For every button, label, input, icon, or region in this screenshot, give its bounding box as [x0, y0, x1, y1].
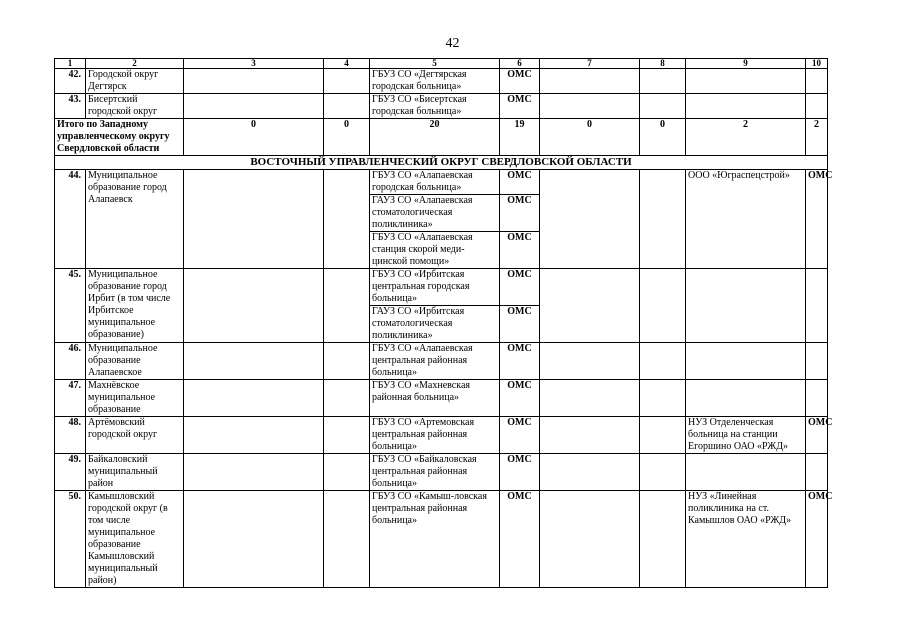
municipality-cell: Артёмовский городской округ: [86, 417, 184, 454]
header-cell: 9: [686, 59, 806, 69]
private-org-cell: НУЗ Отделенческая больница на станции Егоршино ОАО «РЖД»: [686, 417, 806, 454]
organization-cell: ГАУЗ СО «Алапаевская стоматологическая поликлиника»: [370, 195, 500, 232]
region-title: ВОСТОЧНЫЙ УПРАВЛЕНЧЕСКИЙ ОКРУГ СВЕРДЛОВСКОЙ ОБЛАСТИ: [55, 156, 828, 170]
total-value: 0: [324, 119, 370, 156]
hospital-table: [54, 58, 833, 588]
header-row: [55, 59, 828, 69]
type-cell: ОМС: [500, 343, 540, 380]
row-number: 48.: [55, 417, 86, 454]
municipality-cell: Махнёвское муниципальное образование: [86, 380, 184, 417]
table-row: [55, 380, 828, 417]
total-value: 0: [640, 119, 686, 156]
organization-cell: ГБУЗ СО «Артемовская центральная районная больница»: [370, 417, 500, 454]
organization-cell: ГБУЗ СО «Ирбитская центральная городская больница»: [370, 269, 500, 306]
table-row: [55, 417, 828, 454]
table-row: [55, 94, 828, 119]
total-row: [55, 119, 828, 156]
type-cell: ОМС: [500, 417, 540, 454]
row-number: 44.: [55, 170, 86, 269]
organization-cell: ГБУЗ СО «Алапаевская центральная районная больница»: [370, 343, 500, 380]
organization-cell: ГБУЗ СО «Байкаловская центральная районная больница»: [370, 454, 500, 491]
header-cell: 4: [324, 59, 370, 69]
total-value: 20: [370, 119, 500, 156]
municipality-cell: Муниципальное образование город Ирбит (в том числе Ирбитское муниципальное образование): [86, 269, 184, 343]
table-row: [55, 269, 828, 306]
header-cell: 5: [370, 59, 500, 69]
organization-cell: ГБУЗ СО «Бисертская городская больница»: [370, 94, 500, 119]
total-value: 2: [686, 119, 806, 156]
total-value: 0: [540, 119, 640, 156]
total-value: 0: [184, 119, 324, 156]
row-number: 49.: [55, 454, 86, 491]
header-cell: 3: [184, 59, 324, 69]
table-row: [55, 491, 828, 588]
row-number: 50.: [55, 491, 86, 588]
header-cell: 7: [540, 59, 640, 69]
region-row: [55, 156, 828, 170]
row-number: 43.: [55, 94, 86, 119]
municipality-cell: Муниципальное образование город Алапаевск: [86, 170, 184, 269]
header-cell: 2: [86, 59, 184, 69]
organization-cell: ГБУЗ СО «Алапаевская станция скорой меди-цинской помощи»: [370, 232, 500, 269]
header-cell: 8: [640, 59, 686, 69]
total-value: 19: [500, 119, 540, 156]
page-number: 42: [445, 36, 460, 51]
type-cell: ОМС: [500, 170, 540, 195]
row-number: 47.: [55, 380, 86, 417]
private-type-cell: ОМС: [806, 491, 828, 588]
organization-cell: ГБУЗ СО «Алапаевская городская больница»: [370, 170, 500, 195]
type-cell: ОМС: [500, 94, 540, 119]
organization-cell: ГБУЗ СО «Камыш-ловская центральная районная больница»: [370, 491, 500, 588]
municipality-cell: Муниципальное образование Алапаевское: [86, 343, 184, 380]
private-org-cell: ООО «Юграспецстрой»: [686, 170, 806, 269]
type-cell: ОМС: [500, 454, 540, 491]
organization-cell: ГБУЗ СО «Махневская районная больница»: [370, 380, 500, 417]
type-cell: ОМС: [500, 232, 540, 269]
row-number: 45.: [55, 269, 86, 343]
header-cell: 1: [55, 59, 86, 69]
table-row: [55, 454, 828, 491]
organization-cell: ГБУЗ СО «Дегтярская городская больница»: [370, 69, 500, 94]
organization-cell: ГАУЗ СО «Ирбитская стоматологическая поликлиника»: [370, 306, 500, 343]
municipality-cell: Бисертский городской округ: [86, 94, 184, 119]
type-cell: ОМС: [500, 491, 540, 588]
type-cell: ОМС: [500, 269, 540, 306]
header-cell: 6: [500, 59, 540, 69]
municipality-cell: Городской округ Дегтярск: [86, 69, 184, 94]
table-row: [55, 170, 828, 195]
type-cell: ОМС: [500, 306, 540, 343]
private-type-cell: ОМС: [806, 170, 828, 269]
private-org-cell: НУЗ «Линейная поликлиника на ст. Камышлов ОАО «РЖД»: [686, 491, 806, 588]
header-cell: 10: [806, 59, 828, 69]
total-value: 2: [806, 119, 828, 156]
type-cell: ОМС: [500, 69, 540, 94]
row-number: 42.: [55, 69, 86, 94]
table-row: [55, 69, 828, 94]
private-type-cell: ОМС: [806, 417, 828, 454]
total-label: Итого по Западному управленческому округу Свердловской области: [55, 119, 184, 156]
municipality-cell: Камышловский городской округ (в том числе муниципальное образование Камышловский муниципальный район): [86, 491, 184, 588]
type-cell: ОМС: [500, 195, 540, 232]
table-row: [55, 343, 828, 380]
row-number: 46.: [55, 343, 86, 380]
type-cell: ОМС: [500, 380, 540, 417]
municipality-cell: Байкаловский муниципальный район: [86, 454, 184, 491]
